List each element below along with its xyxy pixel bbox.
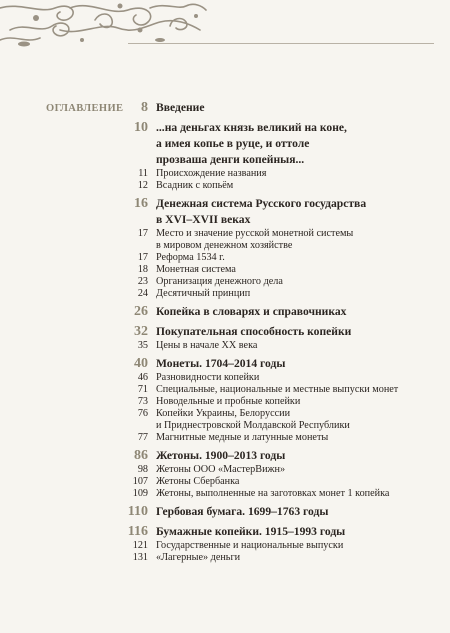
section-title: Денежная система Русского государства в XVI–XVII веках <box>156 197 367 226</box>
section-page-number: 26 <box>134 304 148 319</box>
section-title: Введение <box>156 101 205 114</box>
toc-section-entry[interactable] <box>100 120 440 168</box>
subsection-page-number: 17 <box>137 228 148 239</box>
section-page-number: 16 <box>134 196 148 211</box>
toc-subsection-entry[interactable] <box>100 340 440 352</box>
toc-subsection-entry[interactable] <box>100 396 440 408</box>
toc-subsection-entry[interactable] <box>100 228 440 252</box>
subsection-page-number: 107 <box>132 476 148 487</box>
section-title: Бумажные копейки. 1915–1993 годы <box>156 525 346 538</box>
toc-subsection-entry[interactable] <box>100 408 440 432</box>
subsection-title: Магнитные медные и латунные монеты <box>156 432 329 443</box>
toc-section-entry[interactable] <box>100 356 440 372</box>
subsection-page-number: 18 <box>137 264 148 275</box>
toc-section-entry[interactable] <box>100 100 440 116</box>
subsection-title: Копейки Украины, Белоруссии и Приднестровской Молдавской Республики <box>156 408 350 431</box>
subsection-title: Государственные и национальные выпуски <box>156 540 344 551</box>
toc-section <box>100 120 440 192</box>
toc-section <box>100 356 440 444</box>
table-of-contents <box>100 100 440 564</box>
toc-section <box>100 504 440 520</box>
section-page-number: 110 <box>127 504 148 519</box>
toc-subsection-entry[interactable] <box>100 432 440 444</box>
subsection-page-number: 35 <box>137 340 148 351</box>
toc-section <box>100 304 440 320</box>
subsection-title: Специальные, национальные и местные выпуски монет <box>156 384 399 395</box>
toc-subsection-entry[interactable] <box>100 476 440 488</box>
toc-section <box>100 524 440 564</box>
toc-subsection-entry[interactable] <box>100 264 440 276</box>
section-page-number: 86 <box>134 448 148 463</box>
subsection-title: Монетная система <box>156 264 236 275</box>
section-title: Гербовая бумага. 1699–1763 годы <box>156 505 329 518</box>
subsection-title: Разновидности копейки <box>156 372 260 383</box>
toc-subsection-entry[interactable] <box>100 488 440 500</box>
toc-subsection-entry[interactable] <box>100 180 440 192</box>
section-page-number: 116 <box>127 524 148 539</box>
toc-section-entry[interactable] <box>100 304 440 320</box>
subsection-title: Жетоны, выполненные на заготовках монет 1 копейка <box>156 488 390 499</box>
header-rule <box>128 43 434 44</box>
subsection-page-number: 121 <box>132 540 148 551</box>
toc-subsection-entry[interactable] <box>100 252 440 264</box>
section-title: Покупательная способность копейки <box>156 325 352 338</box>
toc-section <box>100 324 440 352</box>
toc-subsection-entry[interactable] <box>100 276 440 288</box>
section-page-number: 10 <box>134 120 148 135</box>
section-page-number: 40 <box>134 356 148 371</box>
section-title: ...на деньгах князь великий на коне, а имея копье в руце, и оттоле прозваша денги копейныя... <box>156 121 347 166</box>
section-page-number: 32 <box>134 324 148 339</box>
subsection-page-number: 76 <box>137 408 148 419</box>
toc-subsection-entry[interactable] <box>100 372 440 384</box>
toc-section-entry[interactable] <box>100 524 440 540</box>
subsection-title: Жетоны Сбербанка <box>156 476 240 487</box>
toc-section-entry[interactable] <box>100 324 440 340</box>
subsection-title: Организация денежного дела <box>156 276 283 287</box>
section-title: Монеты. 1704–2014 годы <box>156 357 286 370</box>
toc-section-entry[interactable] <box>100 504 440 520</box>
subsection-title: Цены в начале XX века <box>156 340 258 351</box>
toc-subsection-entry[interactable] <box>100 288 440 300</box>
toc-heading: ОГЛАВЛЕНИЕ <box>46 103 124 114</box>
toc-section <box>100 448 440 500</box>
subsection-page-number: 11 <box>138 168 148 179</box>
toc-section-entry[interactable] <box>100 448 440 464</box>
subsection-title: Всадник с копьём <box>156 180 234 191</box>
subsection-title: Реформа 1534 г. <box>156 252 225 263</box>
subsection-page-number: 77 <box>137 432 148 443</box>
subsection-page-number: 24 <box>137 288 148 299</box>
section-page-number: 8 <box>141 100 148 115</box>
toc-section <box>100 196 440 300</box>
toc-section <box>100 100 440 116</box>
subsection-page-number: 17 <box>137 252 148 263</box>
toc-subsection-entry[interactable] <box>100 540 440 552</box>
toc-subsection-entry[interactable] <box>100 552 440 564</box>
section-title: Жетоны. 1900–2013 годы <box>156 449 286 462</box>
subsection-page-number: 23 <box>137 276 148 287</box>
subsection-title: Происхождение названия <box>156 168 267 179</box>
toc-subsection-entry[interactable] <box>100 168 440 180</box>
subsection-page-number: 98 <box>137 464 148 475</box>
subsection-title: Новодельные и пробные копейки <box>156 396 301 407</box>
subsection-page-number: 73 <box>137 396 148 407</box>
subsection-page-number: 109 <box>132 488 148 499</box>
subsection-page-number: 131 <box>132 552 148 563</box>
subsection-title: Десятичный принцип <box>156 288 251 299</box>
subsection-page-number: 71 <box>137 384 148 395</box>
subsection-title: Место и значение русской монетной системы в мировом денежном хозяйстве <box>156 228 354 251</box>
toc-subsection-entry[interactable] <box>100 464 440 476</box>
subsection-title: «Лагерные» деньги <box>156 552 241 563</box>
section-title: Копейка в словарях и справочниках <box>156 305 347 318</box>
subsection-page-number: 12 <box>137 180 148 191</box>
toc-subsection-entry[interactable] <box>100 384 440 396</box>
toc-section-entry[interactable] <box>100 196 440 228</box>
subsection-title: Жетоны ООО «МастерВижн» <box>156 464 286 475</box>
subsection-page-number: 46 <box>137 372 148 383</box>
